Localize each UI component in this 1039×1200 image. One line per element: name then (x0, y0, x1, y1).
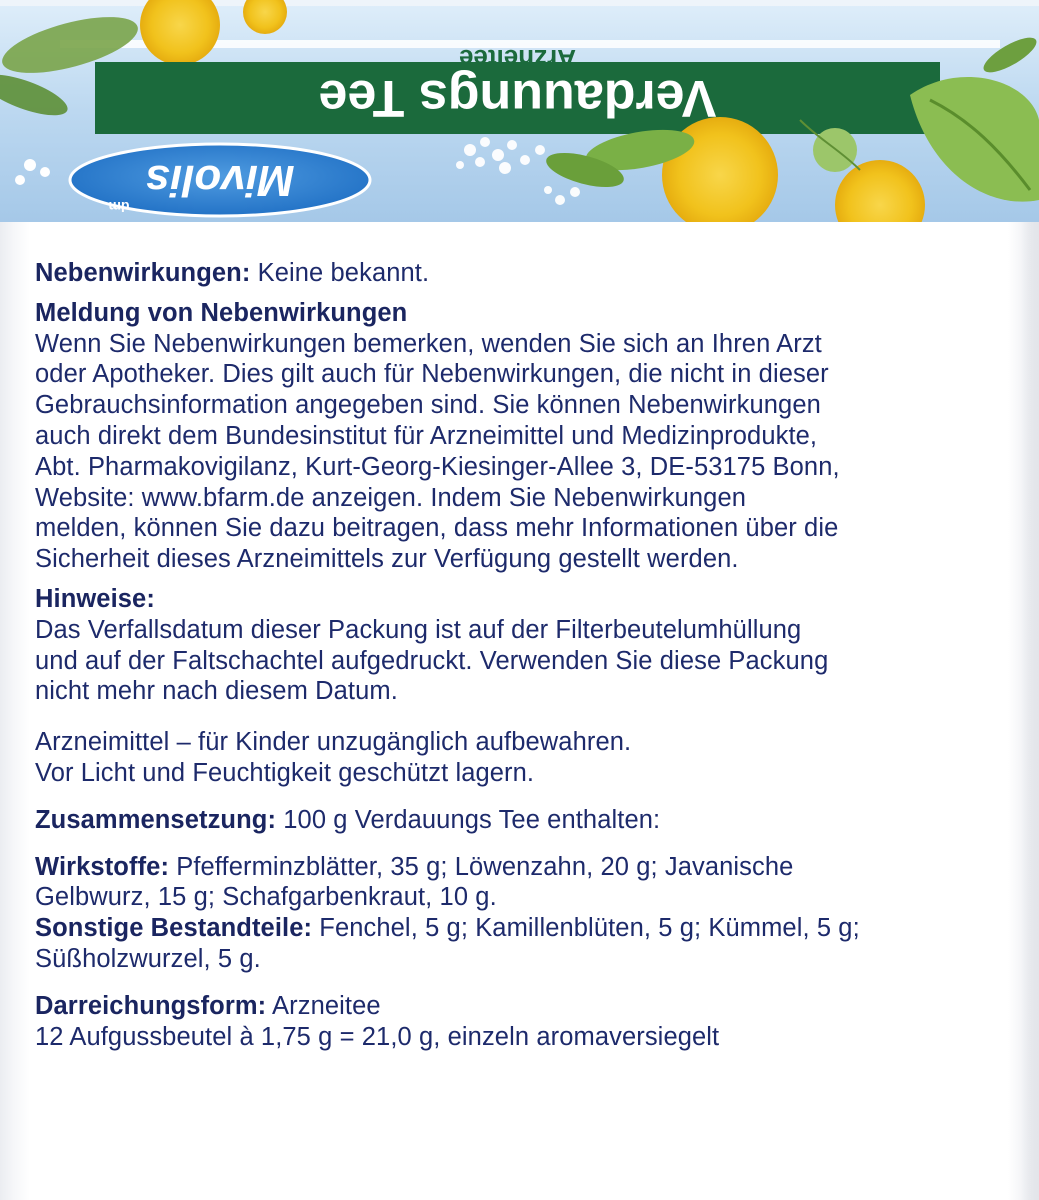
product-title: Verdauungs Tee (318, 69, 717, 127)
composition-label: Zusammensetzung: (35, 805, 277, 834)
text-line: Arzneimittel – für Kinder unzugänglich aufbewahren. (35, 728, 632, 757)
reporting-paragraph (35, 329, 995, 575)
text-line: nicht mehr nach diesem Datum. (35, 677, 398, 706)
text-line: auch direkt dem Bundesinstitut für Arzneimittel und Medizinprodukte, (35, 421, 818, 450)
text-line: oder Apotheker. Dies gilt auch für Nebenwirkungen, die nicht in dieser (35, 360, 829, 389)
reporting-heading: Meldung von Nebenwirkungen (35, 298, 408, 327)
flap-text-layer (0, 0, 1039, 222)
box-top-flap (0, 0, 1039, 222)
text-line: Abt. Pharmakovigilanz, Kurt-Georg-Kiesinger-Allee 3, DE-53175 Bonn, (35, 452, 840, 481)
active-ingredients-label: Wirkstoffe: (35, 852, 170, 881)
side-effects-line (35, 258, 995, 289)
text-line: Süßholzwurzel, 5 g. (35, 944, 261, 973)
dosage-form-label: Darreichungsform: (35, 991, 267, 1020)
text-line: melden, können Sie dazu beitragen, dass mehr Informationen über die (35, 514, 839, 543)
text-line: Gelbwurz, 15 g; Schafgarbenkraut, 10 g. (35, 883, 497, 912)
text-line: und auf der Faltschachtel aufgedruckt. Verwenden Sie diese Packung (35, 646, 829, 675)
text-line: Gebrauchsinformation angegeben sind. Sie können Nebenwirkungen (35, 391, 821, 420)
leaflet-text (35, 258, 995, 1052)
active-ingredients-line (35, 852, 995, 883)
active-ingredients-text: Pfefferminzblätter, 35 g; Löwenzahn, 20 g; Javanische (176, 852, 794, 881)
side-effects-label: Nebenwirkungen: (35, 259, 251, 287)
other-ingredients-label: Sonstige Bestandteile: (35, 914, 313, 943)
text-line: Wenn Sie Nebenwirkungen bemerken, wenden Sie sich an Ihren Arzt (35, 329, 822, 358)
notes-heading: Hinweise: (35, 584, 155, 613)
dosage-form-line (35, 991, 995, 1022)
other-ingredients-text: Fenchel, 5 g; Kamillenblüten, 5 g; Kümmel, 5 g; (319, 914, 860, 943)
box-side-shadow (1021, 222, 1039, 1200)
pack-size-line: 12 Aufgussbeutel à 1,75 g = 21,0 g, einzeln aromaversiegelt (35, 1022, 720, 1051)
text-line: Vor Licht und Feuchtigkeit geschützt lagern. (35, 758, 535, 787)
product-subtitle: Arzneitee (458, 44, 577, 74)
brand-logo: Mivolis (145, 156, 295, 205)
other-ingredients-line (35, 913, 995, 944)
text-line: Sicherheit dieses Arzneimittels zur Verfügung gestellt werden. (35, 545, 739, 574)
brand-prefix: dm (108, 199, 130, 215)
composition-line (35, 805, 995, 836)
text-line: Das Verfallsdatum dieser Packung ist auf der Filterbeutelumhüllung (35, 615, 802, 644)
notes-paragraph (35, 615, 995, 707)
storage-paragraph (35, 727, 995, 789)
side-effects-text: Keine bekannt. (257, 259, 430, 287)
text-line: Website: www.bfarm.de anzeigen. Indem Sie Nebenwirkungen (35, 483, 747, 512)
dosage-form-text: Arzneitee (272, 991, 381, 1020)
composition-text: 100 g Verdauungs Tee enthalten: (283, 805, 661, 834)
